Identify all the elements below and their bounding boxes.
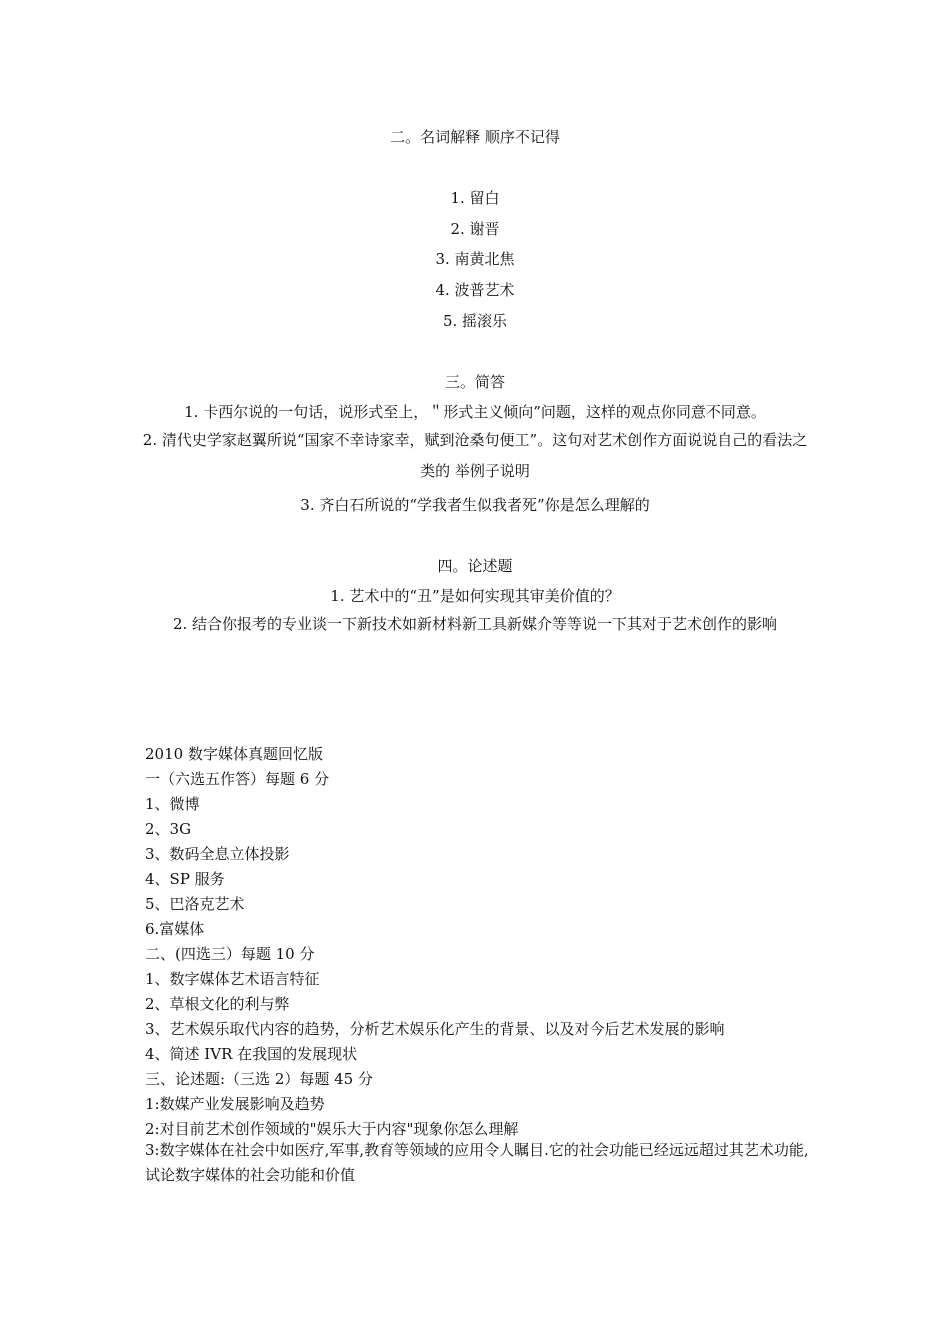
s2-item: 3、艺术娱乐取代内容的趋势，分析艺术娱乐化产生的背景、以及对今后艺术发展的影响 bbox=[145, 1020, 725, 1038]
sec2-item: 3. 南黄北焦 bbox=[435, 250, 515, 268]
part2-title: 2010 数字媒体真题回忆版 bbox=[145, 745, 323, 763]
sec2-item: 2. 谢晋 bbox=[450, 220, 500, 238]
s2-item: 1、数字媒体艺术语言特征 bbox=[145, 970, 320, 988]
sec4-item: 2. 结合你报考的专业谈一下新技术如新材料新工具新媒介等等说一下其对于艺术创作的影响 bbox=[172, 615, 778, 633]
s2-item: 4、简述 IVR 在我国的发展现状 bbox=[145, 1045, 358, 1063]
s3-header: 三、论述题:（三选 2）每题 45 分 bbox=[145, 1070, 373, 1088]
section-3-title: 三。简答 bbox=[444, 373, 505, 391]
s1-item: 3、数码全息立体投影 bbox=[145, 845, 290, 863]
s1-item: 2、3G bbox=[145, 820, 192, 838]
sec2-item: 5. 摇滚乐 bbox=[442, 312, 508, 330]
s1-item: 6.富媒体 bbox=[145, 920, 205, 938]
sec3-item: 1. 卡西尔说的一句话，说形式至上，＂形式主义倾向”问题，这样的观点你同意不同意。 bbox=[184, 403, 766, 421]
s2-header: 二、(四选三）每题 10 分 bbox=[145, 945, 315, 963]
sec3-item: 2. 清代史学家赵翼所说“国家不幸诗家幸，赋到沧桑句便工”。这句对艺术创作方面说说自己的看法之类的 举例子说明 bbox=[142, 431, 808, 480]
s3-item: 2:对目前艺术创作领域的"娱乐大于内容"现象你怎么理解 bbox=[145, 1120, 519, 1138]
s1-item: 4、SP 服务 bbox=[145, 870, 225, 888]
s1-header: 一（六选五作答）每题 6 分 bbox=[145, 770, 330, 788]
sec3-item: 3. 齐白石所说的“学我者生似我者死”你是怎么理解的 bbox=[300, 496, 650, 514]
s3-item: 1:数媒产业发展影响及趋势 bbox=[145, 1095, 325, 1113]
s3-item: 3:数字媒体在社会中如医疗,军事,教育等领域的应用令人瞩目.它的社会功能已经远远超过其艺术功能,试论数字媒体的社会功能和价值 bbox=[145, 1141, 809, 1184]
s1-item: 1、微博 bbox=[145, 795, 200, 813]
sec2-item: 1. 留白 bbox=[450, 189, 500, 207]
sec2-item: 4. 波普艺术 bbox=[435, 281, 515, 299]
section-2-title: 二。名词解释 顺序不记得 bbox=[390, 128, 560, 146]
section-4-title: 四。论述题 bbox=[437, 557, 513, 575]
sec4-item: 1. 艺术中的“丑”是如何实现其审美价值的？ bbox=[330, 587, 620, 605]
s2-item: 2、草根文化的利与弊 bbox=[145, 995, 290, 1013]
s1-item: 5、巴洛克艺术 bbox=[145, 895, 245, 913]
